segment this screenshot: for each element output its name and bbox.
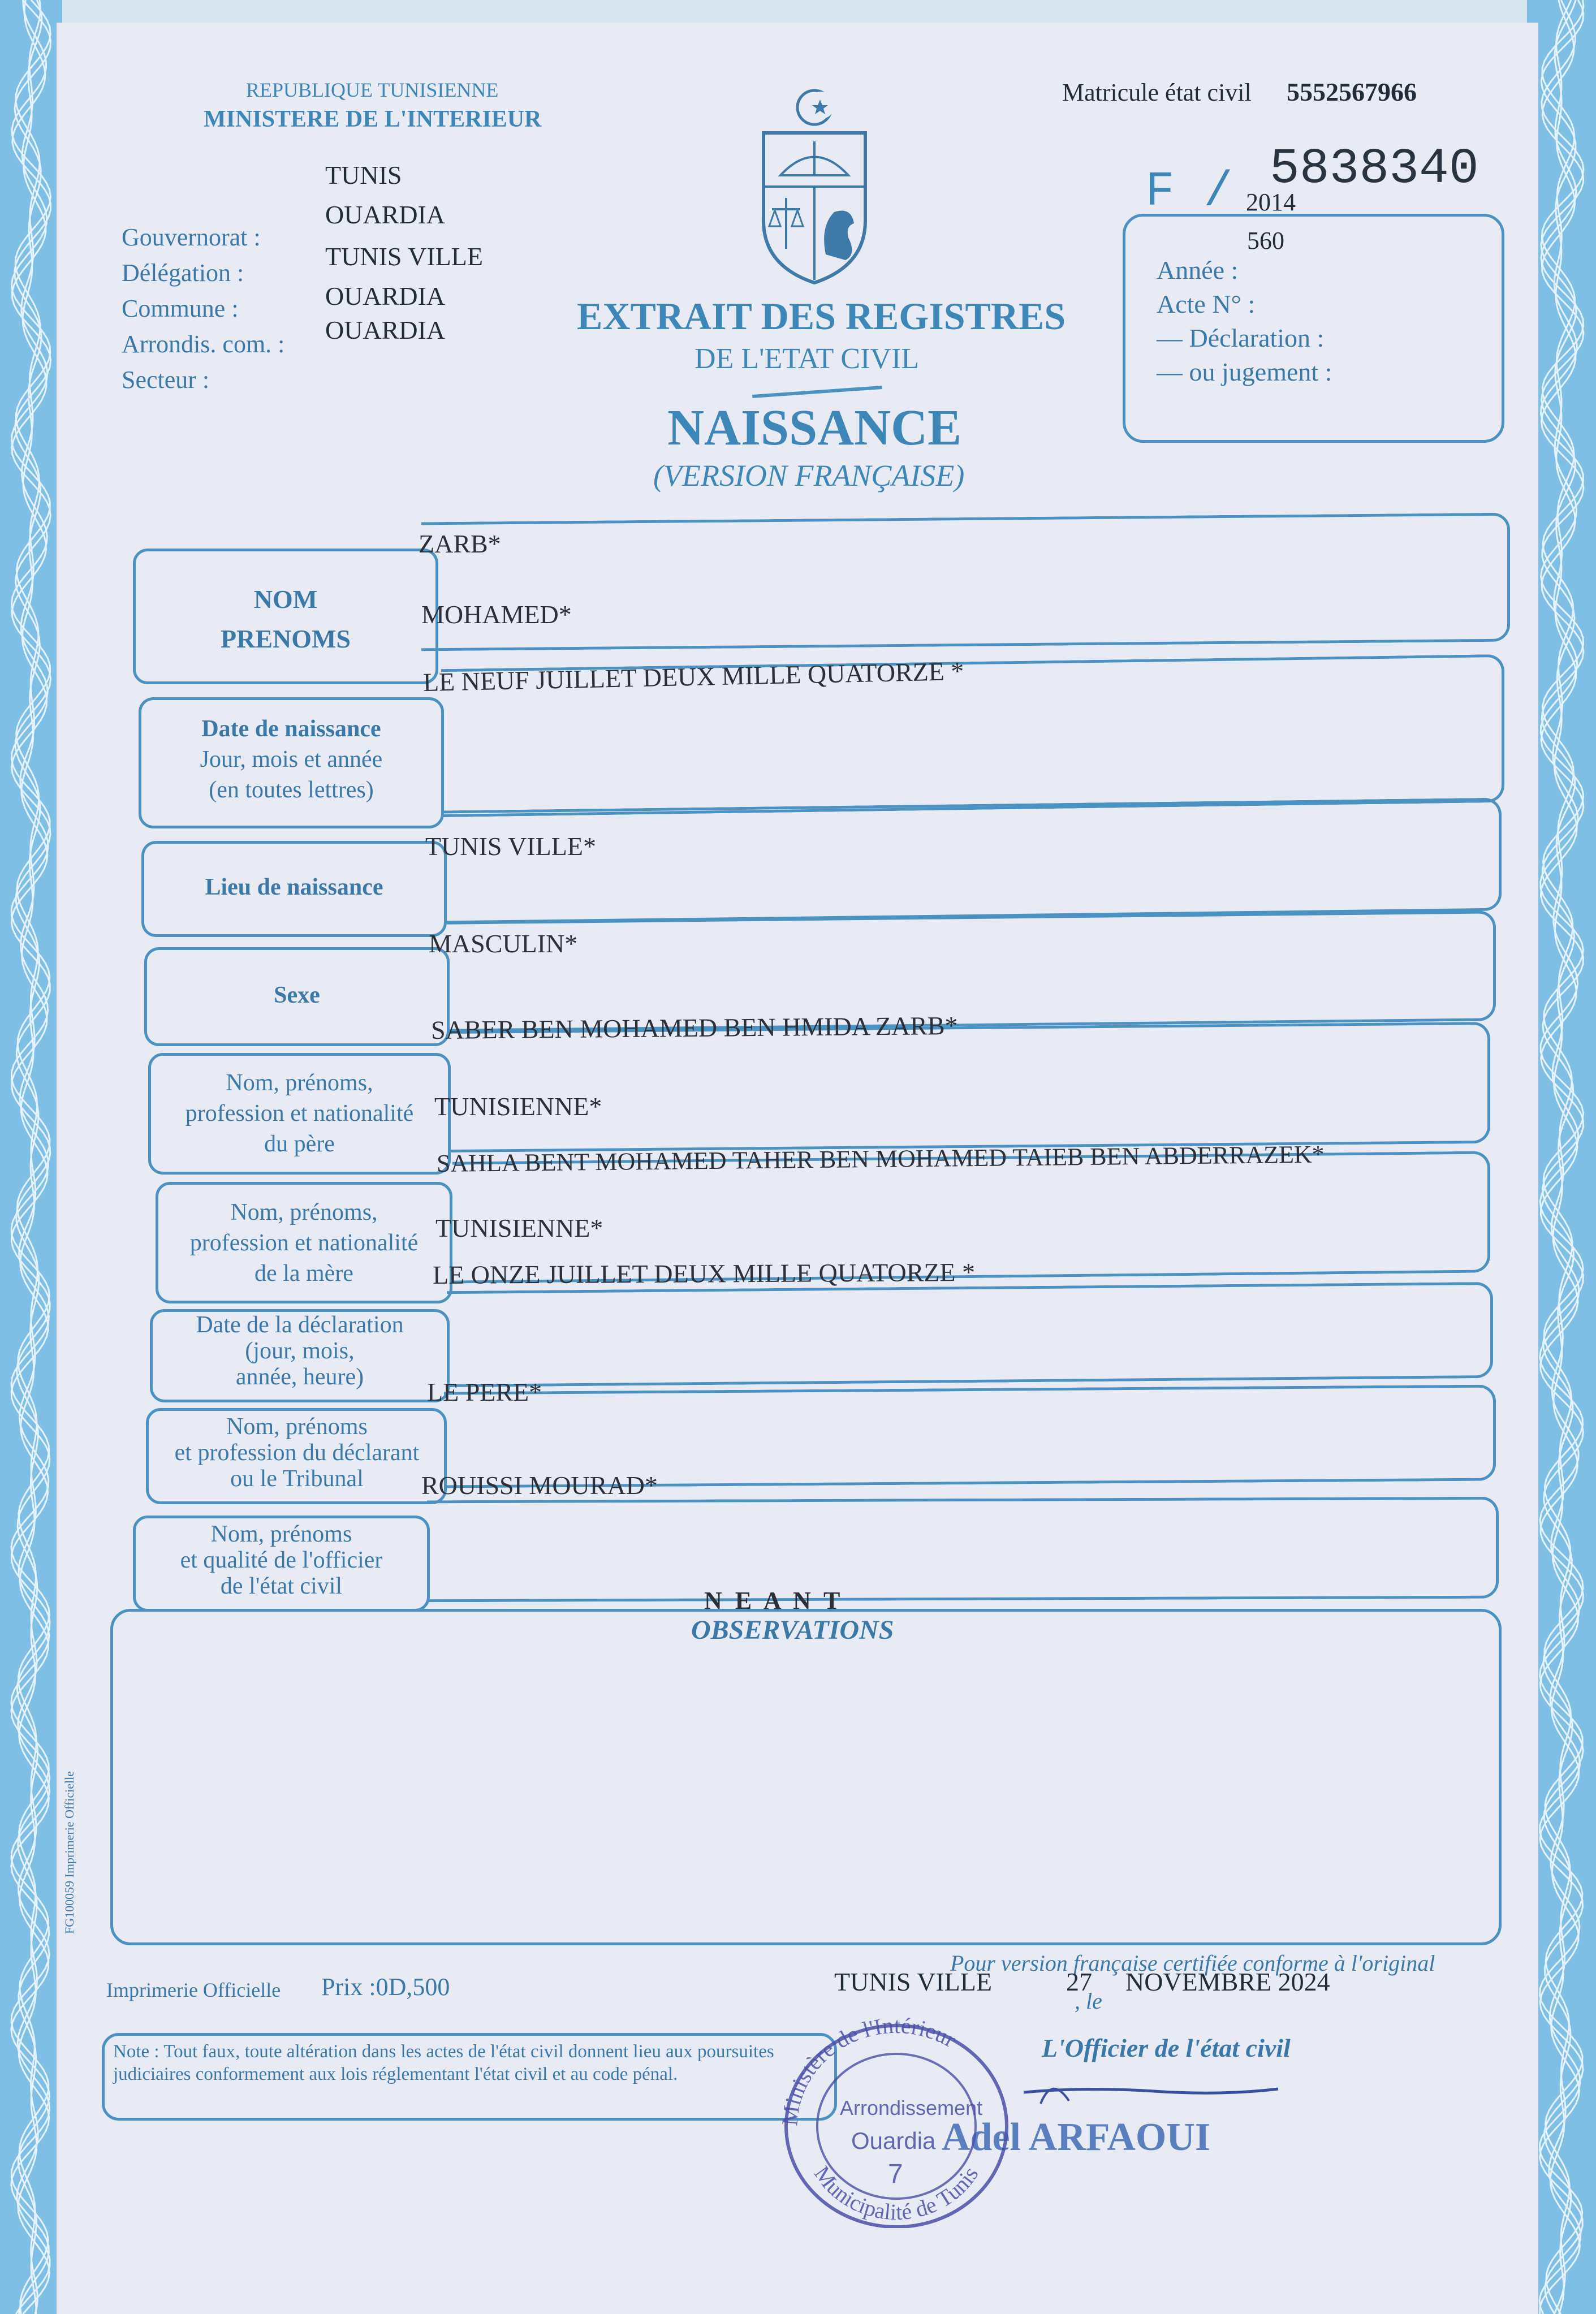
stamp-ring-bottom: Municipalité de Tunis	[809, 2161, 984, 2225]
observations-label: OBSERVATIONS	[691, 1615, 894, 1645]
pere-value-name: SABER BEN MOHAMED BEN HMIDA ZARB*	[430, 1011, 958, 1044]
left-guilloche-border	[0, 0, 62, 2314]
official-stamp	[775, 2013, 1018, 2228]
declarant-label-line1: Nom, prénoms	[226, 1414, 368, 1440]
dob-value: LE NEUF JUILLET DEUX MILLE QUATORZE *	[422, 656, 964, 697]
date-month-year: NOVEMBRE 2024	[1125, 1967, 1330, 1996]
prenoms-label: PRENOMS	[221, 624, 351, 653]
pere-label-line3: du père	[264, 1131, 335, 1157]
mere-value-nationality: TUNISIENNE*	[435, 1214, 603, 1242]
officier-value: ROUISSI MOURAD*	[421, 1471, 658, 1500]
ministere-text: MINISTERE DE L'INTERIEUR	[204, 106, 542, 132]
imprimerie-text: Imprimerie Officielle	[106, 1979, 281, 2001]
decl-label	[153, 1312, 447, 1390]
officier-title: L'Officier de l'état civil	[1042, 2034, 1291, 2062]
mere-label-line2: profession et nationalité	[189, 1230, 419, 1256]
mere-value-name: SAHLA BENT MOHAMED TAHER BEN MOHAMED TAIEB BEN ABDERRAZEK*	[436, 1140, 1325, 1177]
declaration-label: — Déclaration :	[1157, 323, 1325, 352]
title-line1: EXTRAIT DES REGISTRES	[577, 295, 1066, 338]
dob-label-line2: Jour, mois et année	[200, 746, 383, 772]
certification-text: Pour version française certifiée conforme à l'original	[950, 1950, 1435, 1976]
le-text: , le	[1075, 1988, 1102, 2014]
acte-labels	[1157, 253, 1332, 389]
decl-label-line3: année, heure)	[235, 1364, 364, 1390]
pere-label-line1: Nom, prénoms,	[226, 1070, 373, 1096]
sexe-label: Sexe	[274, 982, 320, 1008]
commune-label: Commune :	[122, 295, 239, 322]
lieu-label: Lieu de naissance	[205, 874, 383, 900]
decl-label-line1: Date de la déclaration	[196, 1312, 404, 1338]
decl-value-box	[447, 1282, 1493, 1387]
sexe-value: MASCULIN*	[429, 929, 578, 958]
date-day: 27	[1066, 1967, 1092, 1996]
dob-label	[141, 714, 441, 805]
prix-text: Prix :0D,500	[321, 1973, 450, 2001]
dob-label-line3: (en toutes lettres)	[209, 777, 374, 803]
officier-label-line2: et qualité de l'officier	[180, 1547, 383, 1573]
mere-label-line1: Nom, prénoms,	[230, 1199, 378, 1225]
declarant-label	[147, 1414, 447, 1492]
gouvernorat-label: Gouvernorat :	[122, 223, 261, 251]
stamp-ring-top: Ministère de l'Intérieur	[777, 2013, 961, 2127]
declarant-label-line2: et profession du déclarant	[174, 1440, 420, 1466]
pere-label-line2: profession et nationalité	[185, 1100, 414, 1126]
nom-prenoms-label	[136, 580, 435, 659]
city-text: TUNIS VILLE	[834, 1967, 992, 1996]
decl-label-line2: (jour, mois,	[245, 1338, 355, 1364]
officier-name: Adel ARFAOUI	[942, 2116, 1211, 2159]
signature-mark	[1018, 2070, 1284, 2115]
pere-label	[151, 1068, 448, 1159]
matricule-value: 5552567966	[1287, 77, 1417, 106]
neant-text: N E A N T	[704, 1587, 844, 1614]
note-text: Note : Tout faux, toute altération dans les actes de l'état civil donnent lieu aux poursuites judiciaires conformement aux lois réglementant l'état civil et au code pénal.	[113, 2041, 774, 2084]
f-prefix: F /	[1145, 164, 1233, 219]
annee-value: 2014	[1246, 188, 1296, 216]
secteur-value: OUARDIA	[325, 316, 446, 344]
officier-label-line1: Nom, prénoms	[210, 1521, 352, 1547]
stamp-line3: 7	[888, 2159, 903, 2189]
dob-label-line1: Date de naissance	[201, 716, 381, 742]
title-naissance: NAISSANCE	[667, 400, 962, 456]
title-line2: DE L'ETAT CIVIL	[695, 343, 920, 375]
declarant-value: LE PERE*	[427, 1378, 542, 1406]
commune-value: TUNIS VILLE	[325, 242, 483, 271]
location-labels	[122, 219, 284, 398]
lieu-value: TUNIS VILLE*	[425, 832, 596, 861]
gouvernorat-value: TUNIS	[325, 161, 402, 189]
pere-value-nationality: TUNISIENNE*	[434, 1092, 602, 1121]
location-values	[325, 156, 483, 350]
declarant-label-line3: ou le Tribunal	[230, 1466, 364, 1492]
arrondissement-value: OUARDIA	[325, 282, 446, 310]
arrondissement-label: Arrondis. com. :	[122, 330, 285, 358]
f-number: 5838340	[1270, 141, 1479, 197]
mere-label	[158, 1197, 450, 1289]
republique-text: REPUBLIQUE TUNISIENNE	[246, 79, 499, 101]
title-version: (VERSION FRANÇAISE)	[653, 459, 965, 493]
secteur-label: Secteur :	[122, 366, 210, 394]
officier-label	[136, 1521, 427, 1599]
acte-value: 560	[1247, 227, 1284, 254]
annee-label: Année :	[1157, 256, 1239, 284]
delegation-value: OUARDIA	[325, 200, 446, 229]
side-print-text: FG100059 Imprimerie Officielle	[62, 1771, 76, 1934]
jugement-label: — ou jugement :	[1157, 357, 1332, 386]
officier-label-line3: de l'état civil	[220, 1573, 343, 1599]
coat-of-arms-emblem	[752, 85, 877, 288]
stamp-line1: Arrondissement	[840, 2096, 983, 2119]
lieu-value-box	[444, 798, 1502, 924]
nom-value-box	[421, 513, 1510, 651]
nom-value: ZARB*	[419, 529, 501, 558]
officier-value-box	[427, 1497, 1499, 1603]
nom-label: NOM	[253, 585, 318, 614]
mere-label-line3: de la mère	[255, 1260, 353, 1286]
observations-box	[110, 1609, 1502, 1945]
delegation-label: Délégation :	[122, 259, 244, 287]
stamp-line2: Ouardia	[851, 2127, 936, 2154]
prenoms-value: MOHAMED*	[421, 600, 572, 629]
acte-label: Acte N° :	[1157, 290, 1256, 318]
decl-value: LE ONZE JUILLET DEUX MILLE QUATORZE *	[432, 1257, 976, 1289]
matricule-label: Matricule état civil	[1062, 79, 1252, 106]
